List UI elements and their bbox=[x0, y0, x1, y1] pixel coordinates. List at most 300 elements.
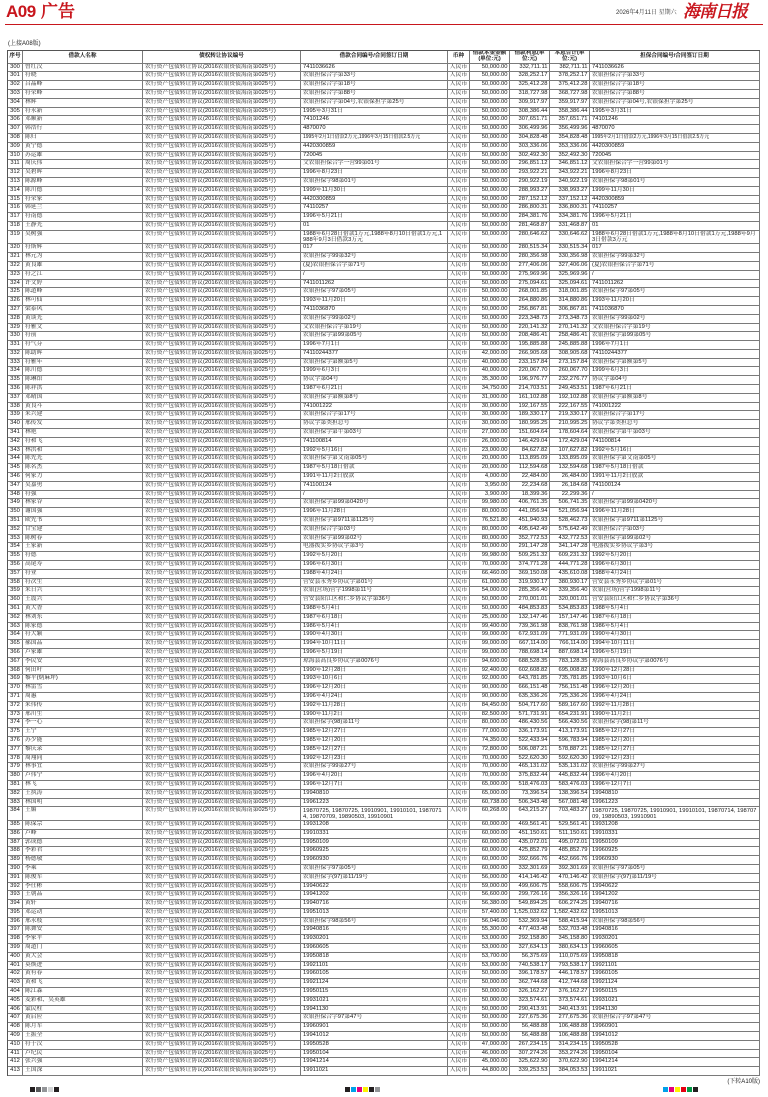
total-amount: 157,147.46 bbox=[550, 614, 590, 623]
borrower-name: 符次生 bbox=[23, 579, 143, 588]
guarantee-contract: 74101246 bbox=[590, 116, 760, 125]
total-amount: 380,930.17 bbox=[550, 579, 590, 588]
row-number: 367 bbox=[8, 658, 23, 667]
loan-contract: 琼海县高良乡协议字第0076号 bbox=[301, 658, 448, 667]
principal-amount: 50,000.00 bbox=[470, 1032, 510, 1041]
borrower-name: 符永新 bbox=[23, 108, 143, 117]
total-amount: 232,276.77 bbox=[550, 376, 590, 385]
currency: 人民币 bbox=[448, 605, 470, 614]
currency: 人民币 bbox=[448, 667, 470, 676]
total-amount: 352,492.30 bbox=[550, 152, 590, 161]
borrower-name: 符德 bbox=[23, 552, 143, 561]
transfer-agreement-number: 农行资产包债转让协议(2016农银资债海南第025号) bbox=[143, 675, 301, 684]
interest-amount: 275,094.61 bbox=[510, 280, 550, 289]
currency: 人民币 bbox=[448, 979, 470, 988]
borrower-name: 王媚 bbox=[23, 807, 143, 821]
principal-amount: 60,000.00 bbox=[470, 856, 510, 865]
row-number: 410 bbox=[8, 1041, 23, 1050]
row-number: 393 bbox=[8, 891, 23, 900]
loan-contract: 19940816 bbox=[301, 926, 448, 935]
loan-contract: 农银担保合字第03号 bbox=[301, 526, 448, 535]
table-row bbox=[8, 231, 760, 245]
interest-amount: 220,141.32 bbox=[510, 324, 550, 333]
currency: 人民币 bbox=[448, 935, 470, 944]
table-row bbox=[8, 874, 760, 883]
row-number: 316 bbox=[8, 204, 23, 213]
guarantee-contract: 1992年5月20日 bbox=[590, 552, 760, 561]
loan-contract: 1994年10月11日 bbox=[301, 640, 448, 649]
guarantee-contract: 1991年11月2日放款 bbox=[590, 473, 760, 482]
row-number: 359 bbox=[8, 587, 23, 596]
principal-amount: 50,000.00 bbox=[470, 1014, 510, 1023]
guarantee-contract: 农银担保字第99第05号 bbox=[590, 332, 760, 341]
interest-amount: 506,087.21 bbox=[510, 746, 550, 755]
principal-amount: 80,000.00 bbox=[470, 719, 510, 728]
currency: 人民币 bbox=[448, 464, 470, 473]
loan-contract: 19960605 bbox=[301, 944, 448, 953]
table-body bbox=[8, 64, 760, 1076]
interest-amount: 375,832.44 bbox=[510, 772, 550, 781]
loan-contract: 农银担保字第9711第1125号 bbox=[301, 517, 448, 526]
row-number: 338 bbox=[8, 403, 23, 412]
borrower-name: 许文婷 bbox=[23, 280, 143, 289]
row-number: 325 bbox=[8, 288, 23, 297]
borrower-name: 李彩君 bbox=[23, 847, 143, 856]
borrower-name: 林刘东 bbox=[23, 614, 143, 623]
loan-contract: 文农银担保合字一营99第01号 bbox=[301, 160, 448, 169]
borrower-name: 符气芬 bbox=[23, 341, 143, 350]
continued-from-note: (上接A08版) bbox=[8, 41, 41, 47]
principal-amount: 47,000.00 bbox=[470, 1041, 510, 1050]
borrower-name: 陈舞安 bbox=[23, 926, 143, 935]
principal-amount: 35,300.00 bbox=[470, 376, 510, 385]
row-number: 309 bbox=[8, 143, 23, 152]
currency: 人民币 bbox=[448, 830, 470, 839]
principal-amount: 59,000.00 bbox=[470, 883, 510, 892]
principal-amount: 50,000.00 bbox=[470, 543, 510, 552]
interest-amount: 264,880.86 bbox=[510, 297, 550, 306]
principal-amount: 34,750.00 bbox=[470, 385, 510, 394]
guarantee-contract: 1996年4月24日 bbox=[590, 693, 760, 702]
total-amount: 766,114.00 bbox=[550, 640, 590, 649]
transfer-agreement-number: 农行资产包债转让协议(2016农银资债海南第025号) bbox=[143, 891, 301, 900]
borrower-name: 曾红汉 bbox=[23, 64, 143, 73]
table-row bbox=[8, 332, 760, 341]
row-number: 387 bbox=[8, 839, 23, 848]
borrower-name: 李一心 bbox=[23, 719, 143, 728]
principal-amount: 30,000.00 bbox=[470, 403, 510, 412]
header-row-number: 序号 bbox=[8, 51, 23, 64]
row-number: 317 bbox=[8, 213, 23, 222]
total-amount: 210,995.25 bbox=[550, 420, 590, 429]
transfer-agreement-number: 农行资产包债转让协议(2016农银资债海南第025号) bbox=[143, 394, 301, 403]
transfer-agreement-number: 农行资产包债转让协议(2016农银资债海南第025号) bbox=[143, 755, 301, 764]
currency: 人民币 bbox=[448, 244, 470, 253]
transfer-agreement-number: 农行资产包债转让协议(2016农银资债海南第025号) bbox=[143, 667, 301, 676]
transfer-agreement-number: 农行资产包债转让协议(2016农银资债海南第025号) bbox=[143, 807, 301, 821]
currency: 人民币 bbox=[448, 64, 470, 73]
total-amount: 495,072.01 bbox=[550, 839, 590, 848]
total-amount: 325,094.61 bbox=[550, 280, 590, 289]
currency: 人民币 bbox=[448, 953, 470, 962]
currency: 人民币 bbox=[448, 746, 470, 755]
transfer-agreement-number: 农行资产包债转让协议(2016农银资债海南第025号) bbox=[143, 587, 301, 596]
total-amount: 308,905.68 bbox=[550, 350, 590, 359]
currency: 人民币 bbox=[448, 1041, 470, 1050]
borrower-name: 何田叶 bbox=[23, 667, 143, 676]
table-row bbox=[8, 447, 760, 456]
loan-contract: 1996年5月21日 bbox=[301, 213, 448, 222]
guarantee-contract: 19950528 bbox=[590, 1041, 760, 1050]
currency: 人民币 bbox=[448, 204, 470, 213]
total-amount: 273,157.84 bbox=[550, 359, 590, 368]
table-row bbox=[8, 394, 760, 403]
transfer-agreement-number: 农行资产包债转让协议(2016农银资债海南第025号) bbox=[143, 473, 301, 482]
loan-contract: 19940810 bbox=[301, 790, 448, 799]
currency: 人民币 bbox=[448, 376, 470, 385]
total-amount: 249,453.51 bbox=[550, 385, 590, 394]
loan-contract: 19921101 bbox=[301, 962, 448, 971]
row-number: 391 bbox=[8, 874, 23, 883]
currency: 人民币 bbox=[448, 728, 470, 737]
table-row bbox=[8, 772, 760, 781]
table-row bbox=[8, 213, 760, 222]
currency: 人民币 bbox=[448, 438, 470, 447]
transfer-agreement-number: 农行资产包债转让协议(2016农银资债海南第025号) bbox=[143, 883, 301, 892]
table-row bbox=[8, 675, 760, 684]
total-amount: 172,429.04 bbox=[550, 438, 590, 447]
loan-contract: 1985年12月27日 bbox=[301, 728, 448, 737]
currency: 人民币 bbox=[448, 552, 470, 561]
table-row bbox=[8, 1032, 760, 1041]
header-borrower-name: 借款人名称 bbox=[23, 51, 143, 64]
interest-amount: 113,895.09 bbox=[510, 455, 550, 464]
table-row bbox=[8, 909, 760, 918]
currency: 人民币 bbox=[448, 623, 470, 632]
loan-contract: 1993年10月6日 bbox=[301, 675, 448, 684]
loan-contract: 1988年4月24日 bbox=[301, 570, 448, 579]
interest-amount: 277,406.06 bbox=[510, 262, 550, 271]
interest-amount: 509,251.32 bbox=[510, 552, 550, 561]
table-row bbox=[8, 90, 760, 99]
total-amount: 592,620.30 bbox=[550, 755, 590, 764]
table-row bbox=[8, 491, 760, 500]
currency: 人民币 bbox=[448, 631, 470, 640]
currency: 人民币 bbox=[448, 1023, 470, 1032]
transfer-agreement-number: 农行资产包债转让协议(2016农银资债海南第025号) bbox=[143, 341, 301, 350]
loan-contract: 19950818 bbox=[301, 953, 448, 962]
principal-amount: 50,000.00 bbox=[470, 341, 510, 350]
currency: 人民币 bbox=[448, 1006, 470, 1015]
interest-amount: 477,403.48 bbox=[510, 926, 550, 935]
interest-amount: 73,396.54 bbox=[510, 790, 550, 799]
borrower-name: 王家新 bbox=[23, 543, 143, 552]
currency: 人民币 bbox=[448, 944, 470, 953]
total-amount: 110,075.69 bbox=[550, 953, 590, 962]
principal-amount: 30,000.00 bbox=[470, 411, 510, 420]
total-amount: 485,852.79 bbox=[550, 847, 590, 856]
guarantee-contract: 741100124 bbox=[590, 482, 760, 491]
transfer-agreement-number: 农行资产包债转让协议(2016农银资债海南第025号) bbox=[143, 953, 301, 962]
borrower-name: 韩浩行 bbox=[23, 125, 143, 134]
principal-amount: 50,000.00 bbox=[470, 169, 510, 178]
table-row bbox=[8, 204, 760, 213]
principal-amount: 72,800.00 bbox=[470, 746, 510, 755]
borrower-name: 黄和飞 bbox=[23, 979, 143, 988]
table-row bbox=[8, 271, 760, 280]
principal-amount: 99,000.00 bbox=[470, 631, 510, 640]
total-amount: 654,231.91 bbox=[550, 711, 590, 720]
interest-amount: 304,828.48 bbox=[510, 134, 550, 143]
borrower-name: 黄良斗 bbox=[23, 403, 143, 412]
borrower-name: 杨德敬 bbox=[23, 856, 143, 865]
borrower-name: 林洪和 bbox=[23, 447, 143, 456]
borrower-name: 符斯辉 bbox=[23, 244, 143, 253]
row-number: 351 bbox=[8, 517, 23, 526]
principal-amount: 92,000.00 bbox=[470, 675, 510, 684]
interest-amount: 56,488.88 bbox=[510, 1032, 550, 1041]
total-amount: 106,488.88 bbox=[550, 1032, 590, 1041]
currency: 人民币 bbox=[448, 473, 470, 482]
table-row bbox=[8, 1050, 760, 1059]
currency: 人民币 bbox=[448, 807, 470, 821]
guarantee-contract: 19870725, 19870725, 19910901, 19910101, 19870714, 19870709, 19890503, 19910901 bbox=[590, 807, 760, 821]
table-row bbox=[8, 579, 760, 588]
interest-amount: 275,969.96 bbox=[510, 271, 550, 280]
transfer-agreement-number: 农行资产包债转让协议(2016农银资债海南第025号) bbox=[143, 874, 301, 883]
row-number: 380 bbox=[8, 772, 23, 781]
loan-contract: 1996年12月20日 bbox=[301, 684, 448, 693]
principal-amount: 53,700.00 bbox=[470, 953, 510, 962]
total-amount: 558,606.75 bbox=[550, 883, 590, 892]
total-amount: 589,167.60 bbox=[550, 702, 590, 711]
borrower-name: 王振全 bbox=[23, 1032, 143, 1041]
guarantee-contract: 1985年12月27日 bbox=[590, 746, 760, 755]
total-amount: 337,152.12 bbox=[550, 196, 590, 205]
row-number: 348 bbox=[8, 491, 23, 500]
table-row bbox=[8, 72, 760, 81]
loan-contract: 农银担保字第99第02号 bbox=[301, 535, 448, 544]
total-amount: 793,538.17 bbox=[550, 962, 590, 971]
loan-contract: 4420300859 bbox=[301, 196, 448, 205]
interest-amount: 352,772.53 bbox=[510, 535, 550, 544]
transfer-agreement-number: 农行资产包债转让协议(2016农银资债海南第025号) bbox=[143, 187, 301, 196]
interest-amount: 374,771.28 bbox=[510, 561, 550, 570]
total-amount: 435,610.08 bbox=[550, 570, 590, 579]
borrower-name: 卢纪民 bbox=[23, 1050, 143, 1059]
table-row bbox=[8, 552, 760, 561]
loan-contract: 7411011262 bbox=[301, 280, 448, 289]
principal-amount: 4,000.00 bbox=[470, 473, 510, 482]
loan-contract: 7411036626 bbox=[301, 64, 448, 73]
currency: 人民币 bbox=[448, 280, 470, 289]
interest-amount: 56,488.88 bbox=[510, 1023, 550, 1032]
interest-amount: 425,852.79 bbox=[510, 847, 550, 856]
table-row bbox=[8, 429, 760, 438]
interest-amount: 549,894.25 bbox=[510, 900, 550, 909]
loan-contract: 农银担保字98第01号 bbox=[301, 178, 448, 187]
total-amount: 178,604.64 bbox=[550, 429, 590, 438]
guarantee-contract: 农银担保合字第33号 bbox=[590, 72, 760, 81]
loan-contract: 19931021 bbox=[301, 997, 448, 1006]
transfer-agreement-number: 农行资产包债转让协议(2016农银资债海南第025号) bbox=[143, 499, 301, 508]
borrower-name: 黎平(炳麻坪) bbox=[23, 675, 143, 684]
total-amount: 392,301.69 bbox=[550, 865, 590, 874]
borrower-name: 陈归 bbox=[23, 134, 143, 143]
currency: 人民币 bbox=[448, 926, 470, 935]
borrower-name: 符雅文 bbox=[23, 324, 143, 333]
currency: 人民币 bbox=[448, 169, 470, 178]
borrower-name: 郭成德 bbox=[23, 839, 143, 848]
guarantee-contract: 19921124 bbox=[590, 979, 760, 988]
guarantee-contract: 19940816 bbox=[590, 926, 760, 935]
principal-amount: 45,000.00 bbox=[470, 1058, 510, 1067]
row-number: 386 bbox=[8, 830, 23, 839]
transfer-agreement-number: 农行资产包债转让协议(2016农银资债海南第025号) bbox=[143, 605, 301, 614]
table-row bbox=[8, 280, 760, 289]
currency: 人民币 bbox=[448, 755, 470, 764]
row-number: 300 bbox=[8, 64, 23, 73]
table-row bbox=[8, 944, 760, 953]
loan-contract: 19950104 bbox=[301, 1050, 448, 1059]
currency: 人民币 bbox=[448, 874, 470, 883]
row-number: 344 bbox=[8, 455, 23, 464]
principal-amount: 50,000.00 bbox=[470, 222, 510, 231]
currency: 人民币 bbox=[448, 918, 470, 927]
principal-amount: 66,460.00 bbox=[470, 570, 510, 579]
total-amount: 783,128.35 bbox=[550, 658, 590, 667]
borrower-name: 陈祥洪 bbox=[23, 385, 143, 394]
loan-contract: 农银担保字99第02号 bbox=[301, 315, 448, 324]
loan-contract: 农银担保字97第05号 bbox=[301, 288, 448, 297]
total-amount: 368,727.98 bbox=[550, 90, 590, 99]
total-amount: 1,582,432.62 bbox=[550, 909, 590, 918]
principal-amount: 50,000.00 bbox=[470, 596, 510, 605]
guarantee-contract: 1996年12月20日 bbox=[590, 684, 760, 693]
transfer-agreement-number: 农行资产包债转让协议(2016农银资债海南第025号) bbox=[143, 464, 301, 473]
loan-contract: 农银担保字97第05号 bbox=[301, 865, 448, 874]
guarantee-contract: 1987年6月21日 bbox=[590, 385, 760, 394]
guarantee-contract: 农银担保字98第01号 bbox=[590, 178, 760, 187]
currency: 人民币 bbox=[448, 297, 470, 306]
principal-amount: 70,000.00 bbox=[470, 763, 510, 772]
transfer-agreement-number: 农行资产包债转让协议(2016农银资债海南第025号) bbox=[143, 125, 301, 134]
currency: 人民币 bbox=[448, 614, 470, 623]
guarantee-contract: 农银担保字98第56号 bbox=[590, 918, 760, 927]
loan-contract: 1987年6月18日 bbox=[301, 614, 448, 623]
guarantee-contract: 19950109 bbox=[590, 839, 760, 848]
principal-amount: 50,000.00 bbox=[470, 143, 510, 152]
transfer-agreement-number: 农行资产包债转让协议(2016农银资债海南第025号) bbox=[143, 367, 301, 376]
total-amount: 222,167.55 bbox=[550, 403, 590, 412]
loan-contract: 19950528 bbox=[301, 1041, 448, 1050]
interest-amount: 666,151.48 bbox=[510, 684, 550, 693]
row-number: 346 bbox=[8, 473, 23, 482]
interest-amount: 672,931.09 bbox=[510, 631, 550, 640]
principal-amount: 50,000.00 bbox=[470, 253, 510, 262]
total-amount: 588,415.94 bbox=[550, 918, 590, 927]
header-guarantee-contract: 担保合同编号/合同签订日期 bbox=[590, 51, 760, 64]
total-amount: 566,430.56 bbox=[550, 719, 590, 728]
row-number: 383 bbox=[8, 799, 23, 808]
principal-amount: 46,000.00 bbox=[470, 1050, 510, 1059]
currency: 人民币 bbox=[448, 420, 470, 429]
transfer-agreement-number: 农行资产包债转让协议(2016农银资债海南第025号) bbox=[143, 482, 301, 491]
guarantee-contract: 720045 bbox=[590, 152, 760, 161]
borrower-name: 陈源峰 bbox=[23, 178, 143, 187]
row-number: 322 bbox=[8, 262, 23, 271]
transfer-agreement-number: 农行资产包债转让协议(2016农银资债海南第025号) bbox=[143, 821, 301, 830]
loan-contract: 19941202 bbox=[301, 891, 448, 900]
interest-amount: 270,001.01 bbox=[510, 596, 550, 605]
currency: 人民币 bbox=[448, 900, 470, 909]
row-number: 368 bbox=[8, 667, 23, 676]
currency: 人民币 bbox=[448, 262, 470, 271]
borrower-name: 符大颖 bbox=[23, 631, 143, 640]
table-row bbox=[8, 116, 760, 125]
guarantee-contract: 协议字第04号 bbox=[590, 376, 760, 385]
transfer-agreement-number: 农行资产包债转让协议(2016农银资债海南第025号) bbox=[143, 178, 301, 187]
principal-amount: 99,000.00 bbox=[470, 649, 510, 658]
transfer-agreement-number: 农行资产包债转让协议(2016农银资债海南第025号) bbox=[143, 543, 301, 552]
transfer-agreement-number: 农行资产包债转让协议(2016农银资债海南第025号) bbox=[143, 1050, 301, 1059]
guarantee-contract: 农银担保字第额第5号 bbox=[590, 359, 760, 368]
table-row bbox=[8, 865, 760, 874]
currency: 人民币 bbox=[448, 790, 470, 799]
transfer-agreement-number: 农行资产包债转让协议(2016农银资债海南第025号) bbox=[143, 865, 301, 874]
loan-contract: (夏)农银担保合字第71号 bbox=[301, 262, 448, 271]
loan-contract: 19940622 bbox=[301, 883, 448, 892]
interest-amount: 280,646.62 bbox=[510, 231, 550, 245]
loan-contract: 协议字第04号 bbox=[301, 376, 448, 385]
guarantee-contract: 电器拨实乡协议字第3号 bbox=[590, 543, 760, 552]
principal-amount: 50,000.00 bbox=[470, 90, 510, 99]
currency: 人民币 bbox=[448, 447, 470, 456]
interest-amount: 290,922.19 bbox=[510, 178, 550, 187]
borrower-name: 陈琳馆 bbox=[23, 376, 143, 385]
guarantee-contract: 1999年6月3日 bbox=[590, 367, 760, 376]
table-row bbox=[8, 543, 760, 552]
row-number: 326 bbox=[8, 297, 23, 306]
table-row bbox=[8, 455, 760, 464]
table-row bbox=[8, 1023, 760, 1032]
table-row bbox=[8, 719, 760, 728]
currency: 人民币 bbox=[448, 711, 470, 720]
table-row bbox=[8, 222, 760, 231]
guarantee-contract: 1992年11月28日 bbox=[590, 702, 760, 711]
row-number: 408 bbox=[8, 1023, 23, 1032]
interest-amount: 132,147.46 bbox=[510, 614, 550, 623]
loan-contract: 19941012 bbox=[301, 1032, 448, 1041]
interest-amount: 233,157.84 bbox=[510, 359, 550, 368]
table-row bbox=[8, 614, 760, 623]
borrower-name: 林艳 bbox=[23, 429, 143, 438]
total-amount: 345,158.80 bbox=[550, 935, 590, 944]
row-number: 321 bbox=[8, 253, 23, 262]
guarantee-contract: 农银担保字第99第0420号 bbox=[590, 499, 760, 508]
total-amount: 340,413.91 bbox=[550, 1006, 590, 1015]
row-number: 319 bbox=[8, 231, 23, 245]
total-amount: 325,969.96 bbox=[550, 271, 590, 280]
borrower-name: 吴嘉勇 bbox=[23, 482, 143, 491]
principal-amount: 60,000.00 bbox=[470, 865, 510, 874]
principal-amount: 42,000.00 bbox=[470, 350, 510, 359]
transfer-agreement-number: 农行资产包债转让协议(2016农银资债海南第025号) bbox=[143, 1067, 301, 1076]
currency: 人民币 bbox=[448, 160, 470, 169]
transfer-agreement-number: 农行资产包债转让协议(2016农银资债海南第025号) bbox=[143, 204, 301, 213]
total-amount: 340,922.19 bbox=[550, 178, 590, 187]
transfer-agreement-number: 农行资产包债转让协议(2016农银资债海南第025号) bbox=[143, 535, 301, 544]
